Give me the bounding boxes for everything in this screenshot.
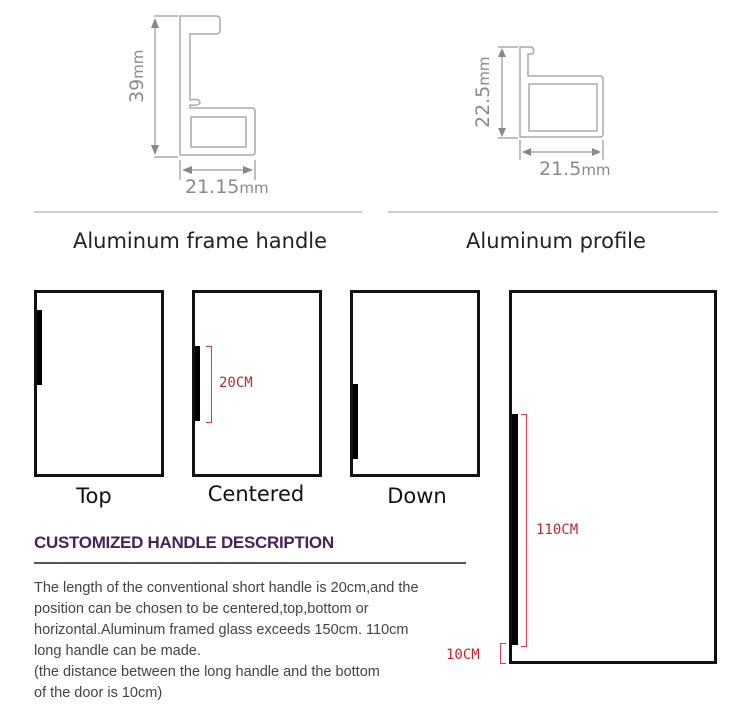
unit: mm bbox=[581, 161, 611, 179]
offset-bracket bbox=[500, 643, 506, 664]
divider bbox=[34, 211, 362, 213]
door-top bbox=[34, 290, 164, 477]
profile-height-label bbox=[472, 56, 494, 128]
heading-underline bbox=[34, 562, 466, 564]
frame-handle-title: Aluminum frame handle bbox=[72, 229, 328, 253]
dimension-bracket bbox=[521, 414, 527, 647]
height-value: 22.5 bbox=[472, 85, 494, 128]
description-line: long handle can be made. bbox=[34, 643, 201, 659]
bottom-offset-label: 10CM bbox=[446, 647, 480, 663]
description-line: (the distance between the long handle and the bottom bbox=[34, 664, 380, 680]
handle bbox=[353, 384, 358, 459]
aluminum-profile-title: Aluminum profile bbox=[466, 229, 646, 253]
width-value: 21.5 bbox=[539, 158, 582, 180]
door-top-label: Top bbox=[76, 484, 112, 508]
short-handle-length-label: 20CM bbox=[219, 375, 253, 391]
height-value: 39 bbox=[126, 78, 148, 103]
door-centered-label: Centered bbox=[207, 482, 305, 506]
unit: mm bbox=[239, 179, 269, 197]
frame-handle-width-label bbox=[185, 176, 269, 198]
unit: mm bbox=[475, 56, 493, 86]
unit: mm bbox=[129, 49, 147, 79]
description-line: of the door is 10cm) bbox=[34, 685, 163, 701]
frame-handle-height-label bbox=[126, 50, 148, 103]
door-down-label: Down bbox=[387, 484, 447, 508]
long-handle bbox=[512, 414, 518, 645]
handle bbox=[195, 346, 200, 421]
door-down bbox=[350, 290, 480, 477]
description-line: position can be chosen to be centered,top,bottom or bbox=[34, 601, 369, 617]
aluminum-profile-drawing bbox=[490, 40, 620, 170]
profile-width-label bbox=[539, 158, 611, 180]
long-handle-length-label: 110CM bbox=[536, 522, 579, 538]
description-line: The length of the conventional short handle is 20cm,and the bbox=[34, 580, 419, 596]
handle bbox=[37, 310, 42, 385]
description-text bbox=[34, 578, 474, 704]
door-centered bbox=[192, 290, 322, 477]
dimension-bracket bbox=[206, 346, 212, 423]
door-long-handle bbox=[509, 290, 717, 664]
divider bbox=[388, 211, 718, 213]
description-line: horizontal.Aluminum framed glass exceeds 150cm. 110cm bbox=[34, 622, 409, 638]
width-value: 21.15 bbox=[185, 176, 240, 198]
description-heading: CUSTOMIZED HANDLE DESCRIPTION bbox=[34, 533, 334, 552]
